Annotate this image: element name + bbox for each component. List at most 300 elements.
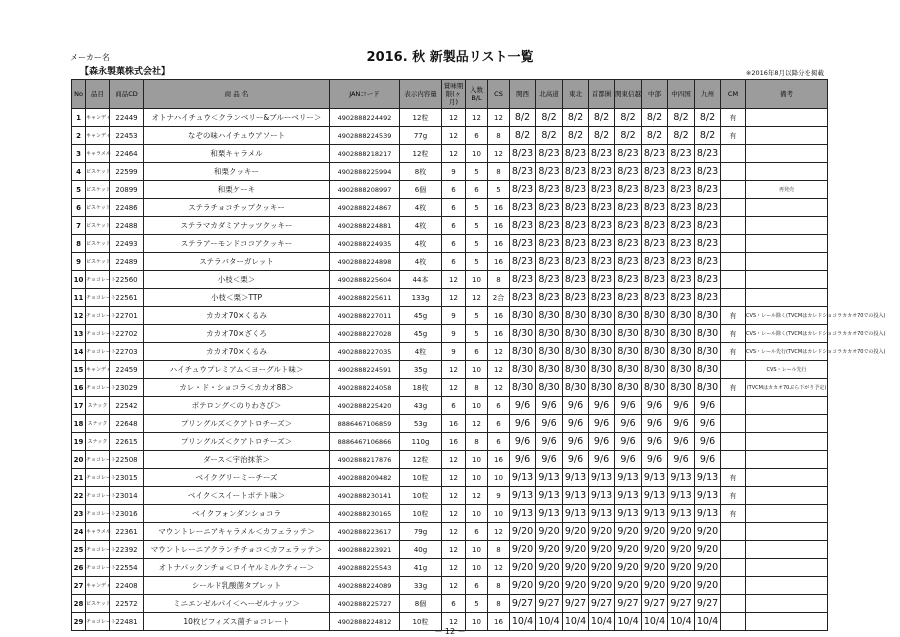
row-release-date: 8/23 xyxy=(563,163,589,181)
row-bl: 5 xyxy=(466,199,488,217)
row-shelf-life: 12 xyxy=(442,361,466,379)
row-cm xyxy=(721,145,746,163)
row-release-date: 9/13 xyxy=(615,469,642,487)
row-no: 7 xyxy=(72,217,86,235)
row-shelf-life: 6 xyxy=(442,397,466,415)
row-release-date: 9/6 xyxy=(563,451,589,469)
row-shelf-life: 12 xyxy=(442,541,466,559)
row-release-date: 8/23 xyxy=(642,289,668,307)
row-code: 22542 xyxy=(110,397,144,415)
row-release-date: 9/20 xyxy=(589,523,615,541)
row-jan: 4902888218217 xyxy=(330,145,400,163)
row-release-date: 9/6 xyxy=(510,397,536,415)
row-bl: 8 xyxy=(466,433,488,451)
row-content: 53g xyxy=(400,415,442,433)
row-release-date: 9/20 xyxy=(510,523,536,541)
row-release-date: 8/23 xyxy=(589,271,615,289)
row-release-date: 8/23 xyxy=(563,181,589,199)
row-content: 12粒 xyxy=(400,145,442,163)
row-bl: 10 xyxy=(466,271,488,289)
row-cs: 12 xyxy=(488,343,510,361)
row-content: 10粒 xyxy=(400,469,442,487)
row-release-date: 8/30 xyxy=(615,325,642,343)
table-row xyxy=(72,235,828,253)
row-release-date: 9/20 xyxy=(615,577,642,595)
row-jan: 4902888224089 xyxy=(330,577,400,595)
row-release-date: 9/6 xyxy=(695,397,721,415)
row-release-date: 9/20 xyxy=(563,559,589,577)
row-cs: 12 xyxy=(488,379,510,397)
row-content: 40g xyxy=(400,541,442,559)
row-no: 12 xyxy=(72,307,86,325)
row-code: 22488 xyxy=(110,217,144,235)
row-release-date: 9/6 xyxy=(510,433,536,451)
row-release-date: 8/30 xyxy=(695,379,721,397)
row-release-date: 8/30 xyxy=(510,325,536,343)
col-cs: CS xyxy=(488,80,510,109)
row-content: 4枚 xyxy=(400,253,442,271)
row-release-date: 8/23 xyxy=(615,271,642,289)
row-release-date: 8/30 xyxy=(536,343,563,361)
row-release-date: 9/13 xyxy=(695,505,721,523)
row-category: キャラメル xyxy=(86,145,110,163)
row-release-date: 9/13 xyxy=(642,505,668,523)
row-release-date: 9/13 xyxy=(668,505,695,523)
row-remarks: CVS・レール除く(TVCMはカレドショコラカカオ70での投入) xyxy=(746,307,828,325)
table-row xyxy=(72,469,828,487)
row-release-date: 9/27 xyxy=(642,595,668,613)
row-cm: 有 xyxy=(721,469,746,487)
row-release-date: 9/20 xyxy=(510,559,536,577)
row-release-date: 8/30 xyxy=(695,361,721,379)
row-release-date: 9/27 xyxy=(589,595,615,613)
row-release-date: 8/30 xyxy=(589,379,615,397)
row-code: 20899 xyxy=(110,181,144,199)
row-release-date: 8/23 xyxy=(589,163,615,181)
table-row xyxy=(72,325,828,343)
row-jan: 4902888224539 xyxy=(330,127,400,145)
row-cm xyxy=(721,451,746,469)
row-jan: 4902888224812 xyxy=(330,613,400,631)
col-category: 品目 xyxy=(86,80,110,109)
row-product-name: ステラバターガレット xyxy=(144,253,330,271)
row-release-date: 9/13 xyxy=(589,469,615,487)
row-cm: 有 xyxy=(721,487,746,505)
row-content: 8個 xyxy=(400,595,442,613)
row-release-date: 8/23 xyxy=(536,199,563,217)
row-product-name: プリングルズ＜クアトロチーズ＞ xyxy=(144,415,330,433)
row-release-date: 9/20 xyxy=(563,523,589,541)
product-table xyxy=(71,79,886,631)
row-category: スナック xyxy=(86,433,110,451)
row-release-date: 8/23 xyxy=(615,163,642,181)
row-release-date: 9/6 xyxy=(668,415,695,433)
row-release-date: 8/30 xyxy=(615,307,642,325)
table-row xyxy=(72,145,828,163)
table-header-row xyxy=(72,80,828,109)
row-remarks: (TVCMはカカオ70ぶら下がり予定) xyxy=(746,379,828,397)
row-release-date: 8/2 xyxy=(589,127,615,145)
row-release-date: 9/13 xyxy=(589,505,615,523)
row-category: チョコレート xyxy=(86,559,110,577)
row-category: チョコレート xyxy=(86,469,110,487)
row-bl: 12 xyxy=(466,109,488,127)
row-jan: 4902888230141 xyxy=(330,487,400,505)
page-number: － 12 － xyxy=(434,627,466,636)
row-release-date: 10/4 xyxy=(536,613,563,631)
row-release-date: 9/13 xyxy=(695,469,721,487)
row-shelf-life: 12 xyxy=(442,577,466,595)
row-cs: 8 xyxy=(488,271,510,289)
row-code: 22561 xyxy=(110,289,144,307)
row-bl: 12 xyxy=(466,289,488,307)
row-release-date: 8/30 xyxy=(615,343,642,361)
row-remarks xyxy=(746,217,828,235)
row-bl: 10 xyxy=(466,559,488,577)
row-cs: 10 xyxy=(488,469,510,487)
table-row xyxy=(72,307,828,325)
row-cs: 10 xyxy=(488,505,510,523)
row-release-date: 10/4 xyxy=(615,613,642,631)
row-release-date: 9/13 xyxy=(563,469,589,487)
row-release-date: 9/20 xyxy=(695,541,721,559)
row-release-date: 9/6 xyxy=(642,451,668,469)
row-code: 22702 xyxy=(110,325,144,343)
row-product-name: カカオ70×くるみ xyxy=(144,307,330,325)
row-content: 12粒 xyxy=(400,451,442,469)
row-release-date: 8/30 xyxy=(563,307,589,325)
row-bl: 6 xyxy=(466,127,488,145)
row-release-date: 8/30 xyxy=(668,343,695,361)
row-code: 23015 xyxy=(110,469,144,487)
row-product-name: マウントレーニアクランチチョコ＜カフェラッテ＞ xyxy=(144,541,330,559)
row-release-date: 9/20 xyxy=(536,577,563,595)
col-no: No xyxy=(72,80,86,109)
row-remarks: CVS・レール除く(TVCMはカレドショコラカカオ70での投入) xyxy=(746,325,828,343)
row-jan: 4902888225420 xyxy=(330,397,400,415)
table-row xyxy=(72,271,828,289)
row-remarks xyxy=(746,559,828,577)
col-name: 商 品 名 xyxy=(144,80,330,109)
col-code: 商品CD xyxy=(110,80,144,109)
page-title: 2016. 秋 新製品リスト一覧 xyxy=(366,50,534,65)
row-remarks xyxy=(746,541,828,559)
row-release-date: 9/6 xyxy=(536,433,563,451)
row-release-date: 9/20 xyxy=(695,523,721,541)
row-code: 22701 xyxy=(110,307,144,325)
row-release-date: 8/23 xyxy=(695,217,721,235)
row-remarks xyxy=(746,595,828,613)
row-release-date: 8/23 xyxy=(695,181,721,199)
row-shelf-life: 9 xyxy=(442,163,466,181)
row-release-date: 8/23 xyxy=(589,145,615,163)
row-cs: 16 xyxy=(488,451,510,469)
row-release-date: 9/20 xyxy=(510,577,536,595)
row-category: キャンディ xyxy=(86,109,110,127)
row-category: チョコレート xyxy=(86,307,110,325)
row-remarks xyxy=(746,433,828,451)
row-release-date: 8/30 xyxy=(536,307,563,325)
row-release-date: 8/23 xyxy=(510,163,536,181)
row-release-date: 8/30 xyxy=(563,379,589,397)
row-category: チョコレート xyxy=(86,343,110,361)
row-release-date: 8/30 xyxy=(563,325,589,343)
row-release-date: 8/23 xyxy=(536,181,563,199)
row-release-date: 9/13 xyxy=(615,487,642,505)
row-release-date: 9/20 xyxy=(536,559,563,577)
col-region: 関西 xyxy=(510,80,536,109)
row-category: キャンディ xyxy=(86,577,110,595)
row-code: 22599 xyxy=(110,163,144,181)
row-release-date: 8/23 xyxy=(536,235,563,253)
row-release-date: 9/6 xyxy=(589,415,615,433)
row-release-date: 8/23 xyxy=(563,235,589,253)
row-cm xyxy=(721,595,746,613)
row-jan: 8886467106866 xyxy=(330,433,400,451)
col-cm: CM xyxy=(721,80,746,109)
row-cs: 6 xyxy=(488,397,510,415)
row-release-date: 8/2 xyxy=(536,109,563,127)
row-content: 10粒 xyxy=(400,613,442,631)
qty-group-label: 入数 xyxy=(470,86,483,94)
row-cm: 有 xyxy=(721,505,746,523)
row-jan: 4902888224935 xyxy=(330,235,400,253)
row-release-date: 9/6 xyxy=(510,415,536,433)
row-product-name: 小枝＜栗＞TTP xyxy=(144,289,330,307)
row-shelf-life: 9 xyxy=(442,325,466,343)
row-cm xyxy=(721,415,746,433)
row-release-date: 8/23 xyxy=(510,181,536,199)
row-release-date: 9/13 xyxy=(642,487,668,505)
row-code: 22392 xyxy=(110,541,144,559)
row-code: 22459 xyxy=(110,361,144,379)
row-jan: 4902888227011 xyxy=(330,307,400,325)
row-cs: 12 xyxy=(488,523,510,541)
row-product-name: 和栗クッキー xyxy=(144,163,330,181)
row-category: チョコレート xyxy=(86,613,110,631)
row-no: 15 xyxy=(72,361,86,379)
row-release-date: 8/23 xyxy=(589,217,615,235)
row-release-date: 9/20 xyxy=(563,541,589,559)
row-remarks: CVS・レール先行(TVCMはカレドショコラカカオ70での投入) xyxy=(746,343,828,361)
row-code: 22703 xyxy=(110,343,144,361)
row-no: 17 xyxy=(72,397,86,415)
row-cm xyxy=(721,181,746,199)
row-release-date: 8/23 xyxy=(536,253,563,271)
row-release-date: 8/23 xyxy=(695,163,721,181)
row-release-date: 8/30 xyxy=(695,307,721,325)
maker-name: 【森永製菓株式会社】 xyxy=(80,67,171,77)
row-release-date: 9/13 xyxy=(536,505,563,523)
row-release-date: 8/30 xyxy=(642,325,668,343)
row-content: 4枚 xyxy=(400,199,442,217)
row-release-date: 8/2 xyxy=(563,109,589,127)
row-release-date: 8/30 xyxy=(536,361,563,379)
row-release-date: 10/4 xyxy=(589,613,615,631)
row-release-date: 10/4 xyxy=(695,613,721,631)
row-content: 41g xyxy=(400,559,442,577)
row-cs: 6 xyxy=(488,415,510,433)
row-remarks xyxy=(746,289,828,307)
row-release-date: 8/23 xyxy=(563,271,589,289)
row-cs: 2合 xyxy=(488,289,510,307)
row-jan: 4902888224898 xyxy=(330,253,400,271)
col-region: 中部 xyxy=(642,80,668,109)
row-release-date: 9/13 xyxy=(563,505,589,523)
col-region: 中四国 xyxy=(668,80,695,109)
row-release-date: 9/20 xyxy=(668,523,695,541)
row-content: 79g xyxy=(400,523,442,541)
row-jan: 4902888224492 xyxy=(330,109,400,127)
row-shelf-life: 6 xyxy=(442,235,466,253)
row-jan: 4902888227035 xyxy=(330,343,400,361)
row-bl: 5 xyxy=(466,307,488,325)
row-cs: 16 xyxy=(488,235,510,253)
row-category: ビスケット xyxy=(86,595,110,613)
row-release-date: 8/23 xyxy=(695,235,721,253)
row-product-name: ステラマカダミアナッツクッキー xyxy=(144,217,330,235)
row-code: 22554 xyxy=(110,559,144,577)
row-no: 25 xyxy=(72,541,86,559)
row-release-date: 8/23 xyxy=(642,271,668,289)
row-release-date: 8/23 xyxy=(536,217,563,235)
row-release-date: 8/30 xyxy=(615,361,642,379)
row-release-date: 9/20 xyxy=(589,541,615,559)
table-row xyxy=(72,109,828,127)
row-category: スナック xyxy=(86,397,110,415)
row-shelf-life: 16 xyxy=(442,415,466,433)
row-shelf-life: 12 xyxy=(442,109,466,127)
row-release-date: 8/2 xyxy=(668,127,695,145)
row-content: 77g xyxy=(400,127,442,145)
row-cs: 12 xyxy=(488,109,510,127)
row-code: 22572 xyxy=(110,595,144,613)
row-no: 11 xyxy=(72,289,86,307)
row-no: 26 xyxy=(72,559,86,577)
row-product-name: ハイチュウプレミアム＜ヨーグルト味＞ xyxy=(144,361,330,379)
row-code: 22560 xyxy=(110,271,144,289)
row-release-date: 8/30 xyxy=(510,307,536,325)
row-release-date: 8/30 xyxy=(668,325,695,343)
row-content: 6個 xyxy=(400,181,442,199)
row-release-date: 8/23 xyxy=(536,163,563,181)
row-shelf-life: 12 xyxy=(442,559,466,577)
row-release-date: 9/6 xyxy=(536,451,563,469)
row-release-date: 9/20 xyxy=(695,577,721,595)
row-release-date: 9/6 xyxy=(695,451,721,469)
bl-label: B/L xyxy=(471,94,482,102)
row-cm: 有 xyxy=(721,127,746,145)
row-release-date: 8/23 xyxy=(642,253,668,271)
row-release-date: 9/6 xyxy=(563,433,589,451)
row-release-date: 8/23 xyxy=(695,289,721,307)
col-content: 表示内容量 xyxy=(400,80,442,109)
row-release-date: 9/6 xyxy=(615,415,642,433)
row-no: 1 xyxy=(72,109,86,127)
row-release-date: 9/6 xyxy=(615,433,642,451)
table-row xyxy=(72,505,828,523)
row-remarks xyxy=(746,127,828,145)
row-code: 22615 xyxy=(110,433,144,451)
row-code: 22449 xyxy=(110,109,144,127)
row-release-date: 9/6 xyxy=(563,397,589,415)
row-no: 4 xyxy=(72,163,86,181)
row-remarks xyxy=(746,271,828,289)
col-region: 首都圏 xyxy=(589,80,615,109)
row-release-date: 10/4 xyxy=(642,613,668,631)
row-cs: 12 xyxy=(488,145,510,163)
row-cs: 5 xyxy=(488,181,510,199)
col-jan: JANコード xyxy=(330,80,400,109)
row-release-date: 8/23 xyxy=(668,163,695,181)
row-release-date: 8/23 xyxy=(695,145,721,163)
row-release-date: 8/2 xyxy=(589,109,615,127)
row-jan: 4902888225604 xyxy=(330,271,400,289)
row-release-date: 9/13 xyxy=(510,487,536,505)
row-no: 5 xyxy=(72,181,86,199)
row-no: 21 xyxy=(72,469,86,487)
col-remarks: 備考 xyxy=(746,80,828,109)
table-row xyxy=(72,379,828,397)
row-jan: 8886467106859 xyxy=(330,415,400,433)
row-release-date: 8/23 xyxy=(536,289,563,307)
row-release-date: 8/23 xyxy=(563,253,589,271)
row-release-date: 8/2 xyxy=(536,127,563,145)
row-release-date: 9/6 xyxy=(668,451,695,469)
row-release-date: 9/20 xyxy=(589,559,615,577)
row-cs: 8 xyxy=(488,163,510,181)
row-content: 43g xyxy=(400,397,442,415)
row-cs: 8 xyxy=(488,577,510,595)
row-jan: 4902888227028 xyxy=(330,325,400,343)
row-release-date: 8/23 xyxy=(563,289,589,307)
row-product-name: プリングルズ＜クアトロチーズ＞ xyxy=(144,433,330,451)
row-release-date: 8/23 xyxy=(510,253,536,271)
row-shelf-life: 12 xyxy=(442,145,466,163)
row-remarks xyxy=(746,235,828,253)
row-bl: 5 xyxy=(466,235,488,253)
row-release-date: 8/30 xyxy=(668,361,695,379)
row-cm xyxy=(721,541,746,559)
row-code: 22493 xyxy=(110,235,144,253)
row-remarks xyxy=(746,577,828,595)
row-release-date: 9/20 xyxy=(615,541,642,559)
row-category: チョコレート xyxy=(86,451,110,469)
row-bl: 8 xyxy=(466,379,488,397)
row-cm: 有 xyxy=(721,379,746,397)
row-remarks xyxy=(746,199,828,217)
row-release-date: 8/23 xyxy=(510,199,536,217)
row-content: 4枚 xyxy=(400,235,442,253)
row-release-date: 8/30 xyxy=(510,343,536,361)
row-code: 23014 xyxy=(110,487,144,505)
row-product-name: ポテロング＜のりわさび＞ xyxy=(144,397,330,415)
row-category: チョコレート xyxy=(86,487,110,505)
row-release-date: 8/30 xyxy=(615,379,642,397)
row-shelf-life: 16 xyxy=(442,433,466,451)
row-category: チョコレート xyxy=(86,289,110,307)
row-remarks xyxy=(746,487,828,505)
row-shelf-life: 12 xyxy=(442,505,466,523)
table-row xyxy=(72,559,828,577)
row-code: 22361 xyxy=(110,523,144,541)
row-release-date: 9/20 xyxy=(615,523,642,541)
row-product-name: ステラアーモンドココアクッキー xyxy=(144,235,330,253)
row-no: 23 xyxy=(72,505,86,523)
row-cs: 9 xyxy=(488,487,510,505)
row-release-date: 8/30 xyxy=(642,343,668,361)
row-release-date: 8/23 xyxy=(668,145,695,163)
